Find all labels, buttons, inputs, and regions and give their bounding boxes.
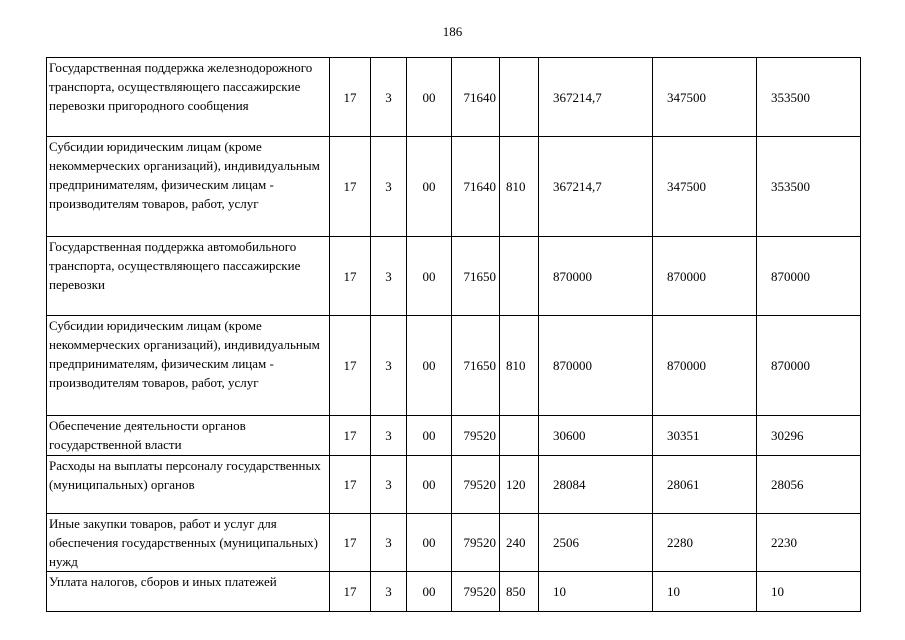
row-subsection: 3 — [371, 456, 407, 514]
row-amount-3: 10 — [757, 572, 861, 612]
row-name: Субсидии юридическим лицам (кроме некоммерческих организаций), индивидуальным предпринимателям, физическим лицам - производителям товаров, работ, услуг — [47, 316, 330, 416]
row-amount-1: 367214,7 — [539, 58, 653, 137]
row-section: 17 — [330, 416, 371, 456]
row-amount-3: 28056 — [757, 456, 861, 514]
row-expense-type: 810 — [500, 137, 539, 237]
row-amount-1: 28084 — [539, 456, 653, 514]
row-subsection: 3 — [371, 58, 407, 137]
table-row — [47, 58, 861, 137]
row-section: 17 — [330, 572, 371, 612]
row-amount-3: 353500 — [757, 58, 861, 137]
row-program: 00 — [407, 137, 452, 237]
row-section: 17 — [330, 237, 371, 316]
row-amount-2: 10 — [653, 572, 757, 612]
table-row — [47, 137, 861, 237]
row-expense-type — [500, 416, 539, 456]
row-code: 71650 — [452, 316, 500, 416]
row-amount-1: 10 — [539, 572, 653, 612]
row-expense-type — [500, 237, 539, 316]
budget-table — [46, 57, 861, 612]
row-code: 71640 — [452, 58, 500, 137]
row-section: 17 — [330, 514, 371, 572]
row-subsection: 3 — [371, 416, 407, 456]
row-code: 71650 — [452, 237, 500, 316]
row-amount-1: 870000 — [539, 237, 653, 316]
row-name: Иные закупки товаров, работ и услуг для обеспечения государственных (муниципальных) нужд — [47, 514, 330, 572]
row-code: 71640 — [452, 137, 500, 237]
row-amount-1: 870000 — [539, 316, 653, 416]
row-name: Субсидии юридическим лицам (кроме некоммерческих организаций), индивидуальным предпринимателям, физическим лицам - производителям товаров, работ, услуг — [47, 137, 330, 237]
row-expense-type: 120 — [500, 456, 539, 514]
table-row — [47, 416, 861, 456]
row-program: 00 — [407, 58, 452, 137]
row-program: 00 — [407, 514, 452, 572]
row-amount-1: 367214,7 — [539, 137, 653, 237]
row-amount-2: 870000 — [653, 316, 757, 416]
row-section: 17 — [330, 137, 371, 237]
row-section: 17 — [330, 456, 371, 514]
row-program: 00 — [407, 416, 452, 456]
row-expense-type: 850 — [500, 572, 539, 612]
row-amount-2: 28061 — [653, 456, 757, 514]
row-code: 79520 — [452, 416, 500, 456]
row-subsection: 3 — [371, 572, 407, 612]
row-section: 17 — [330, 316, 371, 416]
row-amount-1: 2506 — [539, 514, 653, 572]
row-amount-1: 30600 — [539, 416, 653, 456]
table-row — [47, 514, 861, 572]
row-subsection: 3 — [371, 137, 407, 237]
row-name: Уплата налогов, сборов и иных платежей — [47, 572, 330, 612]
table-row — [47, 572, 861, 612]
table-row — [47, 456, 861, 514]
row-section: 17 — [330, 58, 371, 137]
row-amount-3: 353500 — [757, 137, 861, 237]
row-expense-type — [500, 58, 539, 137]
row-amount-2: 347500 — [653, 58, 757, 137]
row-program: 00 — [407, 316, 452, 416]
row-amount-3: 870000 — [757, 316, 861, 416]
table-row — [47, 237, 861, 316]
table-row — [47, 316, 861, 416]
row-program: 00 — [407, 456, 452, 514]
row-name: Расходы на выплаты персоналу государственных (муниципальных) органов — [47, 456, 330, 514]
row-code: 79520 — [452, 514, 500, 572]
row-subsection: 3 — [371, 316, 407, 416]
row-amount-2: 2280 — [653, 514, 757, 572]
row-expense-type: 240 — [500, 514, 539, 572]
row-amount-2: 30351 — [653, 416, 757, 456]
row-name: Государственная поддержка автомобильного транспорта, осуществляющего пассажирские перевозки — [47, 237, 330, 316]
row-amount-3: 30296 — [757, 416, 861, 456]
page-number: 186 — [442, 24, 463, 39]
row-amount-2: 870000 — [653, 237, 757, 316]
row-name: Государственная поддержка железнодорожного транспорта, осуществляющего пассажирские перевозки пригородного сообщения — [47, 58, 330, 137]
row-name: Обеспечение деятельности органов государственной власти — [47, 416, 330, 456]
row-amount-3: 2230 — [757, 514, 861, 572]
row-code: 79520 — [452, 456, 500, 514]
row-subsection: 3 — [371, 237, 407, 316]
row-program: 00 — [407, 237, 452, 316]
row-expense-type: 810 — [500, 316, 539, 416]
row-subsection: 3 — [371, 514, 407, 572]
row-program: 00 — [407, 572, 452, 612]
row-code: 79520 — [452, 572, 500, 612]
row-amount-2: 347500 — [653, 137, 757, 237]
row-amount-3: 870000 — [757, 237, 861, 316]
